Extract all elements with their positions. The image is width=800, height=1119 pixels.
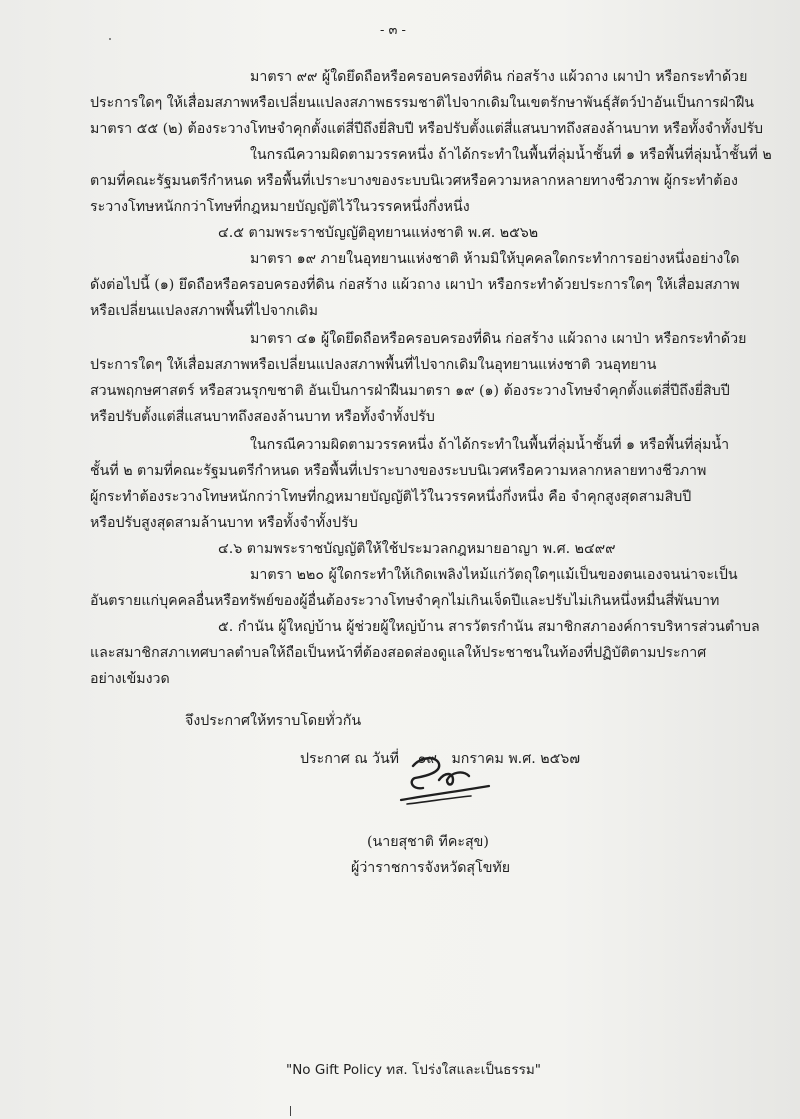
section-heading: ๔.๖ ตามพระราชบัญญัติให้ใช้ประมวลกฎหมายอาญา พ.ศ. ๒๔๙๙ xyxy=(218,541,616,557)
body-line: ๕. กำนัน ผู้ใหญ่บ้าน ผู้ช่วยผู้ใหญ่บ้าน สารวัตรกำนัน สมาชิกสภาองค์การบริหารส่วนตำบล xyxy=(218,619,760,635)
body-line: ประการใดๆ ให้เสื่อมสภาพหรือเปลี่ยนแปลงสภาพธรรมชาติไปจากเดิมในเขตรักษาพันธุ์สัตว์ป่าอันเป็นการฝ่าฝืน xyxy=(90,95,755,111)
body-line: ผู้กระทำต้องระวางโทษหนักกว่าโทษที่กฎหมายบัญญัติไว้ในวรรคหนึ่งกึ่งหนึ่ง คือ จำคุกสูงสุดสามสิบปี xyxy=(90,489,692,505)
body-line: มาตรา ๑๙ ภายในอุทยานแห่งชาติ ห้ามมิให้บุคคลใดกระทำการอย่างหนึ่งอย่างใด xyxy=(250,251,740,267)
announcement-line: จึงประกาศให้ทราบโดยทั่วกัน xyxy=(185,713,362,729)
scan-speck xyxy=(109,38,111,40)
body-line: สวนพฤกษศาสตร์ หรือสวนรุกขชาติ อันเป็นการฝ่าฝืนมาตรา ๑๙ (๑) ต้องระวางโทษจำคุกตั้งแต่สี่ปีถึงยี่สิบปี xyxy=(90,383,730,399)
page-number: - ๓ - xyxy=(380,23,406,38)
body-line: ตามที่คณะรัฐมนตรีกำหนด หรือพื้นที่เปราะบางของระบบนิเวศหรือความหลากหลายทางชีวภาพ ผู้กระทำต้อง xyxy=(90,173,738,189)
footer-mark xyxy=(290,1106,291,1116)
footer-motto: "No Gift Policy ทส. โปร่งใสและเป็นธรรม" xyxy=(286,1062,541,1078)
date-prefix: ประกาศ ณ วันที่ xyxy=(300,751,400,767)
date-day: ๑๙ xyxy=(417,751,437,767)
signatory-position: ผู้ว่าราชการจังหวัดสุโขทัย xyxy=(351,860,511,876)
body-line: มาตรา ๔๑ ผู้ใดยึดถือหรือครอบครองที่ดิน ก่อสร้าง แผ้วถาง เผาป่า หรือกระทำด้วย xyxy=(250,331,747,347)
body-line: ในกรณีความผิดตามวรรคหนึ่ง ถ้าได้กระทำในพื้นที่ลุ่มน้ำชั้นที่ ๑ หรือพื้นที่ลุ่มน้ำชั้นที่ ๒ xyxy=(250,147,772,163)
handwritten-signature xyxy=(393,752,493,810)
body-line: หรือเปลี่ยนแปลงสภาพพื้นที่ไปจากเดิม xyxy=(90,303,318,319)
body-line: หรือปรับสูงสุดสามล้านบาท หรือทั้งจำทั้งปรับ xyxy=(90,515,358,531)
body-line: ชั้นที่ ๒ ตามที่คณะรัฐมนตรีกำหนด หรือพื้นที่เปราะบางของระบบนิเวศหรือความหลากหลายทางชีวภาพ xyxy=(90,463,707,479)
section-heading: ๔.๕ ตามพระราชบัญญัติอุทยานแห่งชาติ พ.ศ. ๒๕๖๒ xyxy=(218,225,539,241)
body-line: อย่างเข้มงวด xyxy=(90,671,170,687)
body-line: มาตรา ๒๒๐ ผู้ใดกระทำให้เกิดเพลิงไหม้แก่วัตถุใดๆแม้เป็นของตนเองจนน่าจะเป็น xyxy=(250,567,738,583)
body-line: และสมาชิกสภาเทศบาลตำบลให้ถือเป็นหน้าที่ต้องสอดส่องดูแลให้ประชาชนในท้องที่ปฏิบัติตามประกาศ xyxy=(90,645,707,661)
body-line: ในกรณีความผิดตามวรรคหนึ่ง ถ้าได้กระทำในพื้นที่ลุ่มน้ำชั้นที่ ๑ หรือพื้นที่ลุ่มน้ำ xyxy=(250,437,730,453)
signatory-name: (นายสุชาติ ทีคะสุข) xyxy=(367,834,489,850)
date-rest: มกราคม พ.ศ. ๒๕๖๗ xyxy=(451,751,580,767)
body-line: มาตรา ๕๕ (๒) ต้องระวางโทษจำคุกตั้งแต่สี่ปีถึงยี่สิบปี หรือปรับตั้งแต่สี่แสนบาทถึงสองล้านบาท หรือทั้งจำทั้งปรับ xyxy=(90,121,764,137)
body-line: ระวางโทษหนักกว่าโทษที่กฎหมายบัญญัติไว้ในวรรคหนึ่งกึ่งหนึ่ง xyxy=(90,199,470,215)
body-line: ประการใดๆ ให้เสื่อมสภาพหรือเปลี่ยนแปลงสภาพพื้นที่ไปจากเดิมในอุทยานแห่งชาติ วนอุทยาน xyxy=(90,357,657,373)
body-line: หรือปรับตั้งแต่สี่แสนบาทถึงสองล้านบาท หรือทั้งจำทั้งปรับ xyxy=(90,409,435,425)
body-line: มาตรา ๙๙ ผู้ใดยึดถือหรือครอบครองที่ดิน ก่อสร้าง แผ้วถาง เผาป่า หรือกระทำด้วย xyxy=(250,69,748,85)
body-line: ดังต่อไปนี้ (๑) ยึดถือหรือครอบครองที่ดิน ก่อสร้าง แผ้วถาง เผาป่า หรือกระทำด้วยประการใดๆ ให้เสื่อมสภาพ xyxy=(90,277,740,293)
body-line: อันตรายแก่บุคคลอื่นหรือทรัพย์ของผู้อื่นต้องระวางโทษจำคุกไม่เกินเจ็ดปีและปรับไม่เกินหนึ่งหมื่นสี่พันบาท xyxy=(90,593,720,609)
